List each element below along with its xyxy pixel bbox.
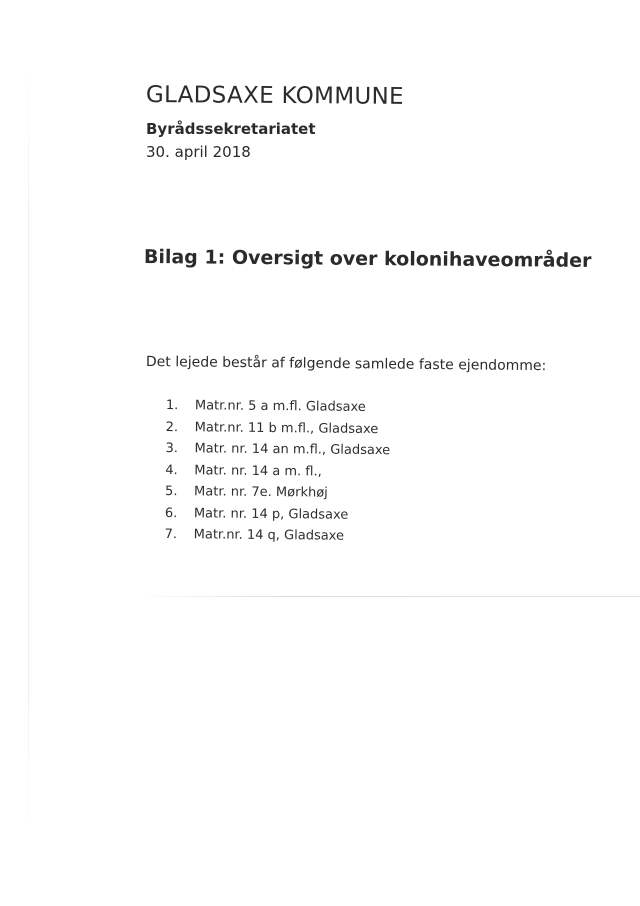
document-date: 30. april 2018 bbox=[146, 143, 251, 161]
list-item-number: 7. bbox=[164, 526, 178, 543]
list-item-number: 4. bbox=[165, 462, 178, 478]
intro-text: Det lejede består af følgende samlede faste ejendomme: bbox=[145, 354, 547, 375]
list-item-number: 1. bbox=[165, 397, 179, 414]
list-item-number: 2. bbox=[165, 419, 179, 435]
list-item bbox=[165, 482, 390, 506]
list-item bbox=[166, 396, 391, 420]
list-item bbox=[165, 525, 390, 549]
list-item-text: Matr. nr. 7e. Mørkhøj bbox=[194, 484, 328, 501]
list-item-text: Matr. nr. 14 p, Gladsaxe bbox=[193, 505, 349, 523]
scan-artifact-horizontal bbox=[135, 596, 640, 597]
department-name: Byrådssekretariatet bbox=[146, 120, 316, 138]
list-item bbox=[165, 460, 390, 484]
list-item-text: Matr. nr. 14 a m. fl., bbox=[194, 462, 322, 479]
list-item bbox=[165, 439, 390, 463]
organization-name: GLADSAXE KOMMUNE bbox=[145, 82, 404, 110]
list-item bbox=[165, 503, 390, 527]
list-item bbox=[166, 417, 391, 441]
list-item-text: Matr.nr. 11 b m.fl., Gladsaxe bbox=[194, 419, 379, 437]
list-item-number: 3. bbox=[165, 440, 178, 457]
list-item-number: 5. bbox=[165, 483, 178, 500]
list-item-text: Matr. nr. 14 an m.fl., Gladsaxe bbox=[194, 441, 391, 459]
list-item-number: 6. bbox=[164, 505, 178, 521]
list-item-text: Matr.nr. 5 a m.fl. Gladsaxe bbox=[194, 398, 366, 415]
scan-artifact-vertical bbox=[28, 60, 29, 840]
document-title: Bilag 1: Oversigt over kolonihaveområder bbox=[143, 246, 592, 272]
property-list bbox=[165, 396, 391, 549]
list-item-text: Matr.nr. 14 q, Gladsaxe bbox=[193, 527, 345, 544]
